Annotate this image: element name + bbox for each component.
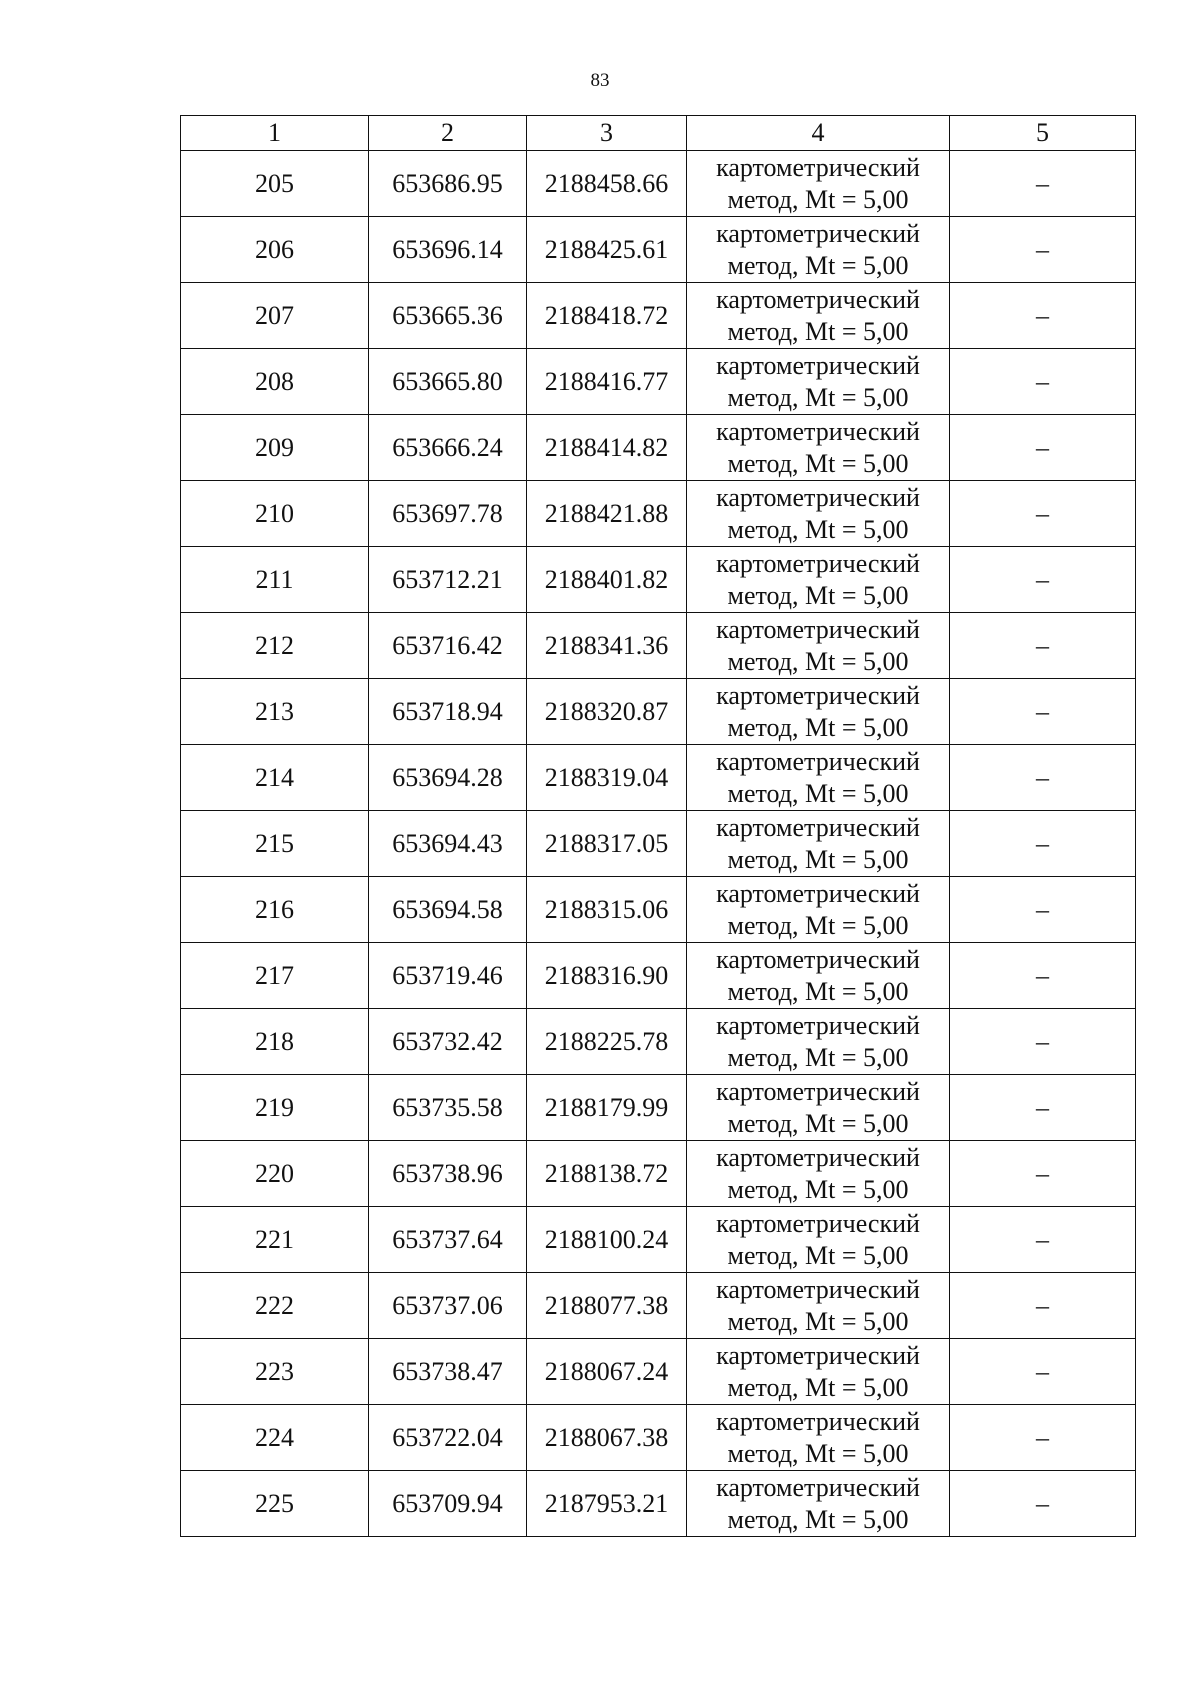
y-coordinate-cell: 2188319.04 — [527, 745, 687, 811]
method-line-1: картометрический — [716, 350, 920, 380]
method-line-1: картометрический — [716, 878, 920, 908]
header-row — [181, 116, 1136, 151]
y-coordinate-cell: 2188315.06 — [527, 877, 687, 943]
method-line-2: метод, Mt = 5,00 — [727, 1438, 909, 1468]
note-cell: – — [950, 1273, 1136, 1339]
method-line-1: картометрический — [716, 614, 920, 644]
x-coordinate-cell: 653732.42 — [369, 1009, 527, 1075]
note-cell: – — [950, 217, 1136, 283]
method-line-2: метод, Mt = 5,00 — [727, 976, 909, 1006]
y-coordinate-cell: 2188341.36 — [527, 613, 687, 679]
y-coordinate-cell: 2188067.24 — [527, 1339, 687, 1405]
y-coordinate-cell: 2188225.78 — [527, 1009, 687, 1075]
x-coordinate-cell: 653694.58 — [369, 877, 527, 943]
y-coordinate-cell: 2188421.88 — [527, 481, 687, 547]
x-coordinate-cell: 653712.21 — [369, 547, 527, 613]
table-row — [181, 613, 1136, 679]
point-cell: 212 — [181, 613, 369, 679]
y-coordinate-cell: 2188316.90 — [527, 943, 687, 1009]
method-line-2: метод, Mt = 5,00 — [727, 712, 909, 742]
method-cell — [687, 745, 950, 811]
point-cell: 225 — [181, 1471, 369, 1537]
note-cell: – — [950, 151, 1136, 217]
table-row — [181, 877, 1136, 943]
y-coordinate-cell: 2188179.99 — [527, 1075, 687, 1141]
method-line-1: картометрический — [716, 1010, 920, 1040]
point-cell: 224 — [181, 1405, 369, 1471]
method-cell — [687, 1009, 950, 1075]
note-cell: – — [950, 415, 1136, 481]
table-row — [181, 481, 1136, 547]
table-row — [181, 1009, 1136, 1075]
y-coordinate-cell: 2188320.87 — [527, 679, 687, 745]
note-cell: – — [950, 943, 1136, 1009]
x-coordinate-cell: 653665.80 — [369, 349, 527, 415]
method-line-1: картометрический — [716, 482, 920, 512]
note-cell: – — [950, 481, 1136, 547]
point-cell: 210 — [181, 481, 369, 547]
method-line-1: картометрический — [716, 1208, 920, 1238]
method-line-2: метод, Mt = 5,00 — [727, 382, 909, 412]
method-cell — [687, 151, 950, 217]
method-cell — [687, 217, 950, 283]
method-line-1: картометрический — [716, 1406, 920, 1436]
method-line-2: метод, Mt = 5,00 — [727, 514, 909, 544]
table-body — [181, 151, 1136, 1537]
y-coordinate-cell: 2188077.38 — [527, 1273, 687, 1339]
table-row — [181, 745, 1136, 811]
y-coordinate-cell: 2187953.21 — [527, 1471, 687, 1537]
point-cell: 218 — [181, 1009, 369, 1075]
y-coordinate-cell: 2188100.24 — [527, 1207, 687, 1273]
x-coordinate-cell: 653709.94 — [369, 1471, 527, 1537]
note-cell: – — [950, 1405, 1136, 1471]
method-line-2: метод, Mt = 5,00 — [727, 1306, 909, 1336]
note-cell: – — [950, 679, 1136, 745]
method-line-2: метод, Mt = 5,00 — [727, 580, 909, 610]
y-coordinate-cell: 2188414.82 — [527, 415, 687, 481]
x-coordinate-cell: 653718.94 — [369, 679, 527, 745]
table-row — [181, 811, 1136, 877]
x-coordinate-cell: 653694.43 — [369, 811, 527, 877]
x-coordinate-cell: 653665.36 — [369, 283, 527, 349]
header-col-1: 1 — [181, 116, 369, 151]
table-row — [181, 349, 1136, 415]
header-col-5: 5 — [950, 116, 1136, 151]
method-line-2: метод, Mt = 5,00 — [727, 448, 909, 478]
method-line-1: картометрический — [716, 1340, 920, 1370]
method-line-1: картометрический — [716, 284, 920, 314]
method-cell — [687, 1207, 950, 1273]
table-row — [181, 943, 1136, 1009]
table-row — [181, 1273, 1136, 1339]
x-coordinate-cell: 653686.95 — [369, 151, 527, 217]
y-coordinate-cell: 2188458.66 — [527, 151, 687, 217]
header-col-3: 3 — [527, 116, 687, 151]
method-line-2: метод, Mt = 5,00 — [727, 316, 909, 346]
method-cell — [687, 943, 950, 1009]
x-coordinate-cell: 653697.78 — [369, 481, 527, 547]
method-cell — [687, 679, 950, 745]
point-cell: 211 — [181, 547, 369, 613]
table-row — [181, 1075, 1136, 1141]
y-coordinate-cell: 2188138.72 — [527, 1141, 687, 1207]
table-row — [181, 1207, 1136, 1273]
method-line-1: картометрический — [716, 746, 920, 776]
method-line-2: метод, Mt = 5,00 — [727, 184, 909, 214]
point-cell: 214 — [181, 745, 369, 811]
page-number: 83 — [590, 70, 610, 91]
method-line-1: картометрический — [716, 680, 920, 710]
point-cell: 221 — [181, 1207, 369, 1273]
method-line-2: метод, Mt = 5,00 — [727, 1240, 909, 1270]
point-cell: 216 — [181, 877, 369, 943]
table-row — [181, 1471, 1136, 1537]
method-cell — [687, 1141, 950, 1207]
note-cell: – — [950, 1009, 1136, 1075]
point-cell: 213 — [181, 679, 369, 745]
method-line-1: картометрический — [716, 152, 920, 182]
note-cell: – — [950, 349, 1136, 415]
method-cell — [687, 811, 950, 877]
x-coordinate-cell: 653737.64 — [369, 1207, 527, 1273]
point-cell: 223 — [181, 1339, 369, 1405]
y-coordinate-cell: 2188425.61 — [527, 217, 687, 283]
method-cell — [687, 1273, 950, 1339]
method-line-2: метод, Mt = 5,00 — [727, 1504, 909, 1534]
x-coordinate-cell: 653666.24 — [369, 415, 527, 481]
note-cell: – — [950, 283, 1136, 349]
method-line-1: картометрический — [716, 548, 920, 578]
note-cell: – — [950, 1207, 1136, 1273]
table-row — [181, 1405, 1136, 1471]
y-coordinate-cell: 2188401.82 — [527, 547, 687, 613]
table-row — [181, 415, 1136, 481]
method-cell — [687, 349, 950, 415]
table-row — [181, 547, 1136, 613]
method-cell — [687, 1471, 950, 1537]
point-cell: 208 — [181, 349, 369, 415]
point-cell: 215 — [181, 811, 369, 877]
method-cell — [687, 1075, 950, 1141]
x-coordinate-cell: 653716.42 — [369, 613, 527, 679]
note-cell: – — [950, 745, 1136, 811]
table-row — [181, 283, 1136, 349]
method-line-2: метод, Mt = 5,00 — [727, 778, 909, 808]
method-cell — [687, 415, 950, 481]
note-cell: – — [950, 1075, 1136, 1141]
x-coordinate-cell: 653737.06 — [369, 1273, 527, 1339]
note-cell: – — [950, 547, 1136, 613]
method-line-2: метод, Mt = 5,00 — [727, 910, 909, 940]
method-cell — [687, 547, 950, 613]
method-line-1: картометрический — [716, 1142, 920, 1172]
point-cell: 209 — [181, 415, 369, 481]
x-coordinate-cell: 653738.96 — [369, 1141, 527, 1207]
note-cell: – — [950, 1339, 1136, 1405]
table-row — [181, 1339, 1136, 1405]
point-cell: 219 — [181, 1075, 369, 1141]
method-line-2: метод, Mt = 5,00 — [727, 844, 909, 874]
method-cell — [687, 1339, 950, 1405]
method-line-1: картометрический — [716, 1076, 920, 1106]
point-cell: 206 — [181, 217, 369, 283]
x-coordinate-cell: 653738.47 — [369, 1339, 527, 1405]
method-line-2: метод, Mt = 5,00 — [727, 250, 909, 280]
method-cell — [687, 481, 950, 547]
method-cell — [687, 283, 950, 349]
x-coordinate-cell: 653696.14 — [369, 217, 527, 283]
point-cell: 205 — [181, 151, 369, 217]
method-cell — [687, 1405, 950, 1471]
table-row — [181, 217, 1136, 283]
header-col-2: 2 — [369, 116, 527, 151]
x-coordinate-cell: 653735.58 — [369, 1075, 527, 1141]
y-coordinate-cell: 2188067.38 — [527, 1405, 687, 1471]
point-cell: 207 — [181, 283, 369, 349]
method-line-1: картометрический — [716, 1472, 920, 1502]
method-line-1: картометрический — [716, 812, 920, 842]
note-cell: – — [950, 877, 1136, 943]
header-col-4: 4 — [687, 116, 950, 151]
table-row — [181, 679, 1136, 745]
method-line-1: картометрический — [716, 416, 920, 446]
point-cell: 222 — [181, 1273, 369, 1339]
method-line-2: метод, Mt = 5,00 — [727, 1108, 909, 1138]
y-coordinate-cell: 2188418.72 — [527, 283, 687, 349]
table-row — [181, 151, 1136, 217]
x-coordinate-cell: 653722.04 — [369, 1405, 527, 1471]
note-cell: – — [950, 613, 1136, 679]
point-cell: 220 — [181, 1141, 369, 1207]
x-coordinate-cell: 653694.28 — [369, 745, 527, 811]
method-cell — [687, 613, 950, 679]
y-coordinate-cell: 2188317.05 — [527, 811, 687, 877]
note-cell: – — [950, 811, 1136, 877]
method-line-2: метод, Mt = 5,00 — [727, 646, 909, 676]
method-line-1: картометрический — [716, 1274, 920, 1304]
method-cell — [687, 877, 950, 943]
note-cell: – — [950, 1471, 1136, 1537]
note-cell: – — [950, 1141, 1136, 1207]
method-line-2: метод, Mt = 5,00 — [727, 1042, 909, 1072]
method-line-2: метод, Mt = 5,00 — [727, 1174, 909, 1204]
method-line-2: метод, Mt = 5,00 — [727, 1372, 909, 1402]
method-line-1: картометрический — [716, 218, 920, 248]
table-row — [181, 1141, 1136, 1207]
point-cell: 217 — [181, 943, 369, 1009]
method-line-1: картометрический — [716, 944, 920, 974]
x-coordinate-cell: 653719.46 — [369, 943, 527, 1009]
y-coordinate-cell: 2188416.77 — [527, 349, 687, 415]
coordinates-table — [180, 115, 1136, 1537]
